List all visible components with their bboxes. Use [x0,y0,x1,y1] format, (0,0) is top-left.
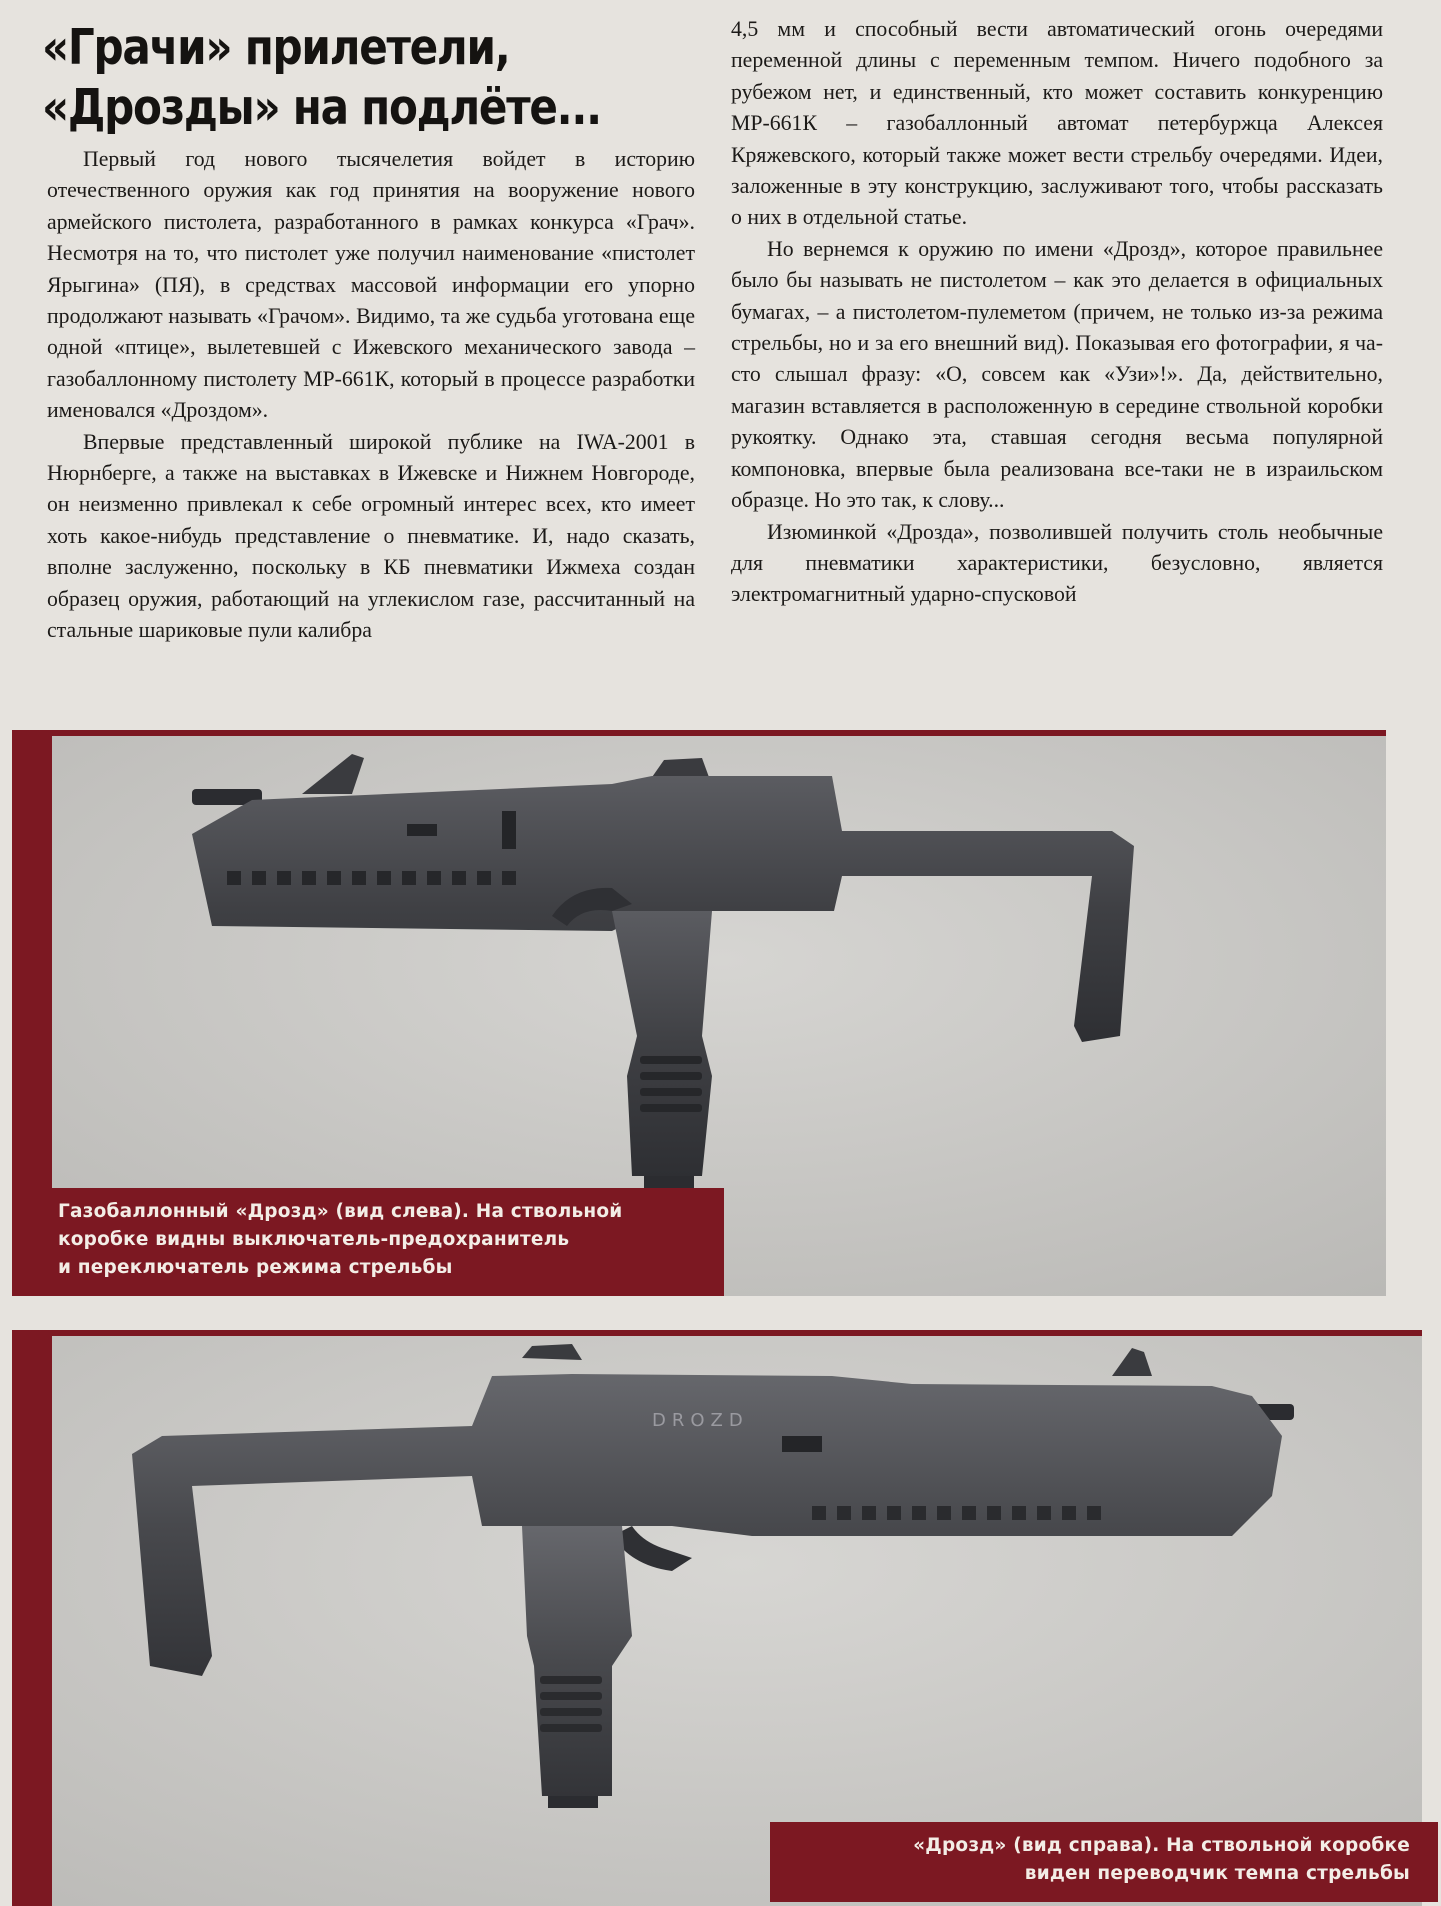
photo-right-view-frame [12,1330,1422,1906]
caption-line: и переключатель режима стрельбы [58,1257,453,1278]
caption-line: виден переводчик темпа стрельбы [1024,1863,1410,1884]
paragraph: Изюминкой «Дрозда», позволившей получить столь необычные для пневматики характеристики, безусловно, является электромагнитный ударно-спусковой [731,519,1383,607]
caption-line: Газобаллонный «Дрозд» (вид слева). На ствольной [58,1201,623,1222]
paragraph: Первый год нового тысячелетия войдет в историю отечественного оружия как год принятия на вооружение нового армейского пистолета, разработанного в рамках конкурса «Грач». Несмотря на то, что пистолет уже получил наименование «пистолет Ярыгина» (ПЯ), в средствах массовой информации его упорно продолжают называть «Грачом». Видимо, та же судьба уготована еще одной «птице», вылетевшей с Ижевского механического завода – газобаллонному пистолету МР-661К, который в процессе разработки именовался «Дроздом». [47,147,695,423]
article-title [42,18,610,138]
right-column [731,14,1383,611]
paragraph: 4,5 мм и способный вести автоматический огонь очередями переменной длины с переменным темпом. Ничего подобного за рубежом нет, и единственный, кто может составить конкуренцию МР-661К – газобаллонный автомат петербуржца Алексея Кряжевского, который также может вести стрельбу очередями. Идеи, заложенные в эту конструкцию, заслуживают того, чтобы рассказать о них в отдельной статье. [731,17,1383,230]
photo-caption [12,1188,724,1296]
photo-right-view [52,1336,1422,1906]
paragraph: Но вернемся к оружию по имени «Дрозд», которое правильнее было бы называть не пистолетом – как это делается в официальных бумагах, – а пистолетом-пулеметом (причем, не только из-за режима стрельбы, но и за его внешний вид). Показывая его фотографии, я часто слышал фразу: «О, совсем как «Узи»!». Да, действительно, магазин вставляется в расположенную в середине ствольной коробки рукоятку. Однако эта, ставшая сегодня весьма популярной компоновка, впервые была реализована все-таки не в израильском образце. Но это так, к слову... [731,236,1383,513]
caption-line: коробке видны выключатель-предохранитель [58,1229,570,1250]
title-line-1: «Грачи» прилетели, [42,19,510,76]
caption-line: «Дрозд» (вид справа). На ствольной коробке [913,1835,1410,1856]
paragraph: Впервые представленный широкой публике на IWA-2001 в Нюрнберге, а также на выставках в Ижевске и Нижнем Новгороде, он неизменно привлекал к себе огромный интерес всех, кто имеет хоть какое-нибудь представление о пневматике. И, надо сказать, вполне заслуженно, поскольку в КБ пневматики Ижмеха создан образец оружия, работающий на углекислом газе, рассчитанный на стальные шариковые пули калибра [47,429,695,643]
photo-caption [770,1822,1438,1902]
engraving-text: DROZD [652,1410,749,1431]
left-column [47,144,695,647]
gun-right-view-illustration [52,1336,1422,1906]
title-line-2: «Дрозды» на подлёте... [42,79,601,136]
